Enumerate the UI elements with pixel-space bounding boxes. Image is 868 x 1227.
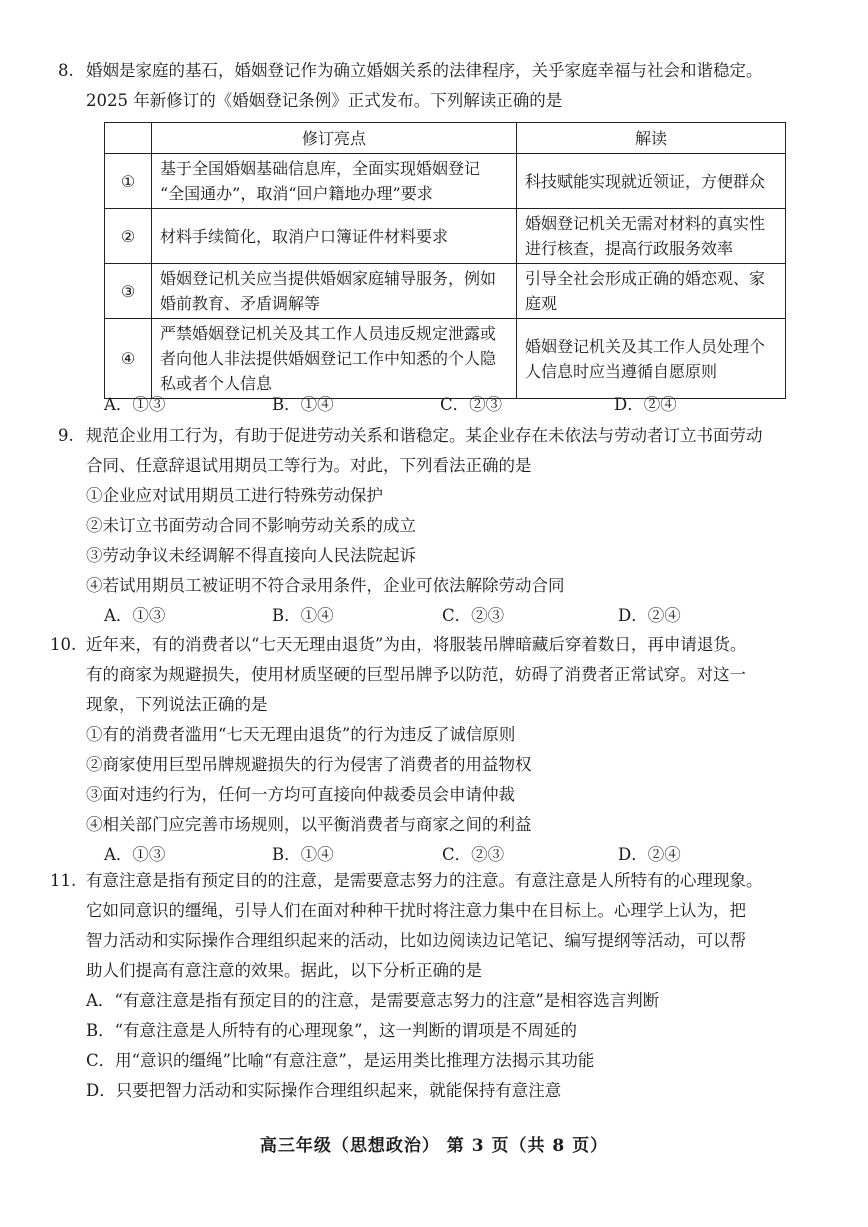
page-footer: 高三年级（思想政治） 第 3 页（共 8 页） [259,1136,609,1156]
question-9-options [80,601,800,631]
statement-item: ③面对违约行为，任何一方均可直接向仲裁委员会申请仲裁 [86,785,515,804]
choice-d[interactable]: D．只要把智力活动和实际操作合理组织起来，就能保持有意注意 [86,1081,562,1100]
statement-item: ②商家使用巨型吊牌规避损失的行为侵害了消费者的用益物权 [86,755,532,774]
option-d[interactable]: D．②④ [618,606,681,625]
row-number: ③ [105,264,152,319]
statement-item: ④若试用期员工被证明不符合录用条件，企业可依法解除劳动合同 [86,576,565,595]
table-header-highlight: 修订亮点 [152,123,517,154]
row-number: ① [105,154,152,209]
table-header-row [105,123,786,154]
question-8 [58,56,800,116]
question-number: 9. [58,426,74,445]
option-c[interactable]: C．②③ [442,845,505,864]
option-d[interactable]: D．②④ [618,845,681,864]
row-interpretation: 婚姻登记机关无需对材料的真实性 进行核查，提高行政服务效率 [517,209,786,264]
row-highlight: 基于全国婚姻基础信息库，全面实现婚姻登记 “全国通办”，取消“回户籍地办理”要求 [152,154,517,209]
option-a[interactable]: A．①③ [104,606,166,625]
table-header-interpretation: 解读 [517,123,786,154]
table-header-num [105,123,152,154]
choice-c[interactable]: C．用“意识的缰绳”比喻“有意注意”，是运用类比推理方法揭示其功能 [86,1051,595,1070]
option-a[interactable]: A．①③ [104,395,166,414]
question-number: 10. [50,635,77,654]
row-number: ② [105,209,152,264]
row-interpretation: 引导全社会形成正确的婚恋观、家 庭观 [517,264,786,319]
question-8-stem-line-2: 2025 年新修订的《婚姻登记条例》正式发布。下列解读正确的是 [86,91,563,110]
question-number: 8. [58,61,74,80]
revision-table [104,122,786,399]
table-row [105,209,786,264]
choice-b[interactable]: B．“有意注意是人所特有的心理现象”，这一判断的谓项是不周延的 [86,1021,577,1040]
question-number: 11. [50,871,77,890]
question-10: 10. 近年来，有的消费者以“七天无理由退货”为由，将服装吊牌暗藏后穿着数日，再申请退货。 有的商家为规避损失，使用材质坚硬的巨型吊牌予以防范，妨碍了消费者正常试穿。对这一 现象，下列说法正确的是 ①有的消费者滥用“七天无理由退货”的行为违反了诚信原则 ②商家使用巨型吊牌规避损失的行为侵害了消费者的用益物权 ③面对违约行为，任何一方均可直接向仲裁委员会申请仲裁 ④相关部门应完善市场规则，以平衡消费者与商家之间的利益 A．①③ B．①④ C．②③ D．②④ [80,630,800,870]
row-highlight: 严禁婚姻登记机关及其工作人员违反规定泄露或 者向他人非法提供婚姻登记工作中知悉的个人隐 私或者个人信息 [152,319,517,399]
question-8-stem-line-1: 8. 婚姻是家庭的基石，婚姻登记作为确立婚姻关系的法律程序，关乎家庭幸福与社会和谐稳定。 [80,56,800,86]
choice-a[interactable]: A．“有意注意是指有预定目的的注意，是需要意志努力的注意”是相容选言判断 [86,991,660,1010]
question-8-options [80,390,800,420]
row-highlight: 婚姻登记机关应当提供婚姻家庭辅导服务，例如 婚前教育、矛盾调解等 [152,264,517,319]
option-c[interactable]: C．②③ [442,606,505,625]
row-highlight: 材料手续简化，取消户口簿证件材料要求 [152,209,517,264]
option-b[interactable]: B．①④ [272,395,334,414]
statement-item: ①企业应对试用期员工进行特殊劳动保护 [86,486,383,505]
question-11: 11. 有意注意是指有预定目的的注意，是需要意志努力的注意。有意注意是人所特有的心理现象。 它如同意识的缰绳，引导人们在面对种种干扰时将注意力集中在目标上。心理学上认为，把 智力活动和实际操作合理组织起来的活动，比如边阅读边记笔记、编写提纲等活动，可以帮 助人们提高有意注意的效果。据此，以下分析正确的是 A．“有意注意是指有预定目的的注意，是需要意志努力的注意”是相容选言判断 B．“有意注意是人所特有的心理现象”，这一判断的谓项是不周延的 C．用“意识的缰绳”比喻“有意注意”，是运用类比推理方法揭示其功能 D．只要把智力活动和实际操作合理组织起来，就能保持有意注意 [80,866,800,1106]
option-d[interactable]: D．②④ [614,395,677,414]
row-interpretation: 婚姻登记机关及其工作人员处理个 人信息时应当遵循自愿原则 [517,319,786,399]
row-interpretation: 科技赋能实现就近领证，方便群众 [517,154,786,209]
option-c[interactable]: C．②③ [440,395,503,414]
question-9: 9. 规范企业用工行为，有助于促进劳动关系和谐稳定。某企业存在未依法与劳动者订立书面劳动 合同、任意辞退试用期员工等行为。对此，下列看法正确的是 ①企业应对试用期员工进行特殊劳动保护 ②未订立书面劳动合同不影响劳动关系的成立 ③劳动争议未经调解不得直接向人民法院起诉 ④若试用期员工被证明不符合录用条件，企业可依法解除劳动合同 A．①③ B．①④ C．②③ D．②④ [80,421,800,631]
statement-item: ④相关部门应完善市场规则，以平衡消费者与商家之间的利益 [86,815,532,834]
statement-item: ①有的消费者滥用“七天无理由退货”的行为违反了诚信原则 [86,725,516,744]
statement-item: ③劳动争议未经调解不得直接向人民法院起诉 [86,546,416,565]
option-b[interactable]: B．①④ [272,845,334,864]
statement-item: ②未订立书面劳动合同不影响劳动关系的成立 [86,516,416,535]
option-a[interactable]: A．①③ [104,845,166,864]
table-row [105,264,786,319]
option-b[interactable]: B．①④ [272,606,334,625]
table-row [105,319,786,399]
table-row [105,154,786,209]
row-number: ④ [105,319,152,399]
